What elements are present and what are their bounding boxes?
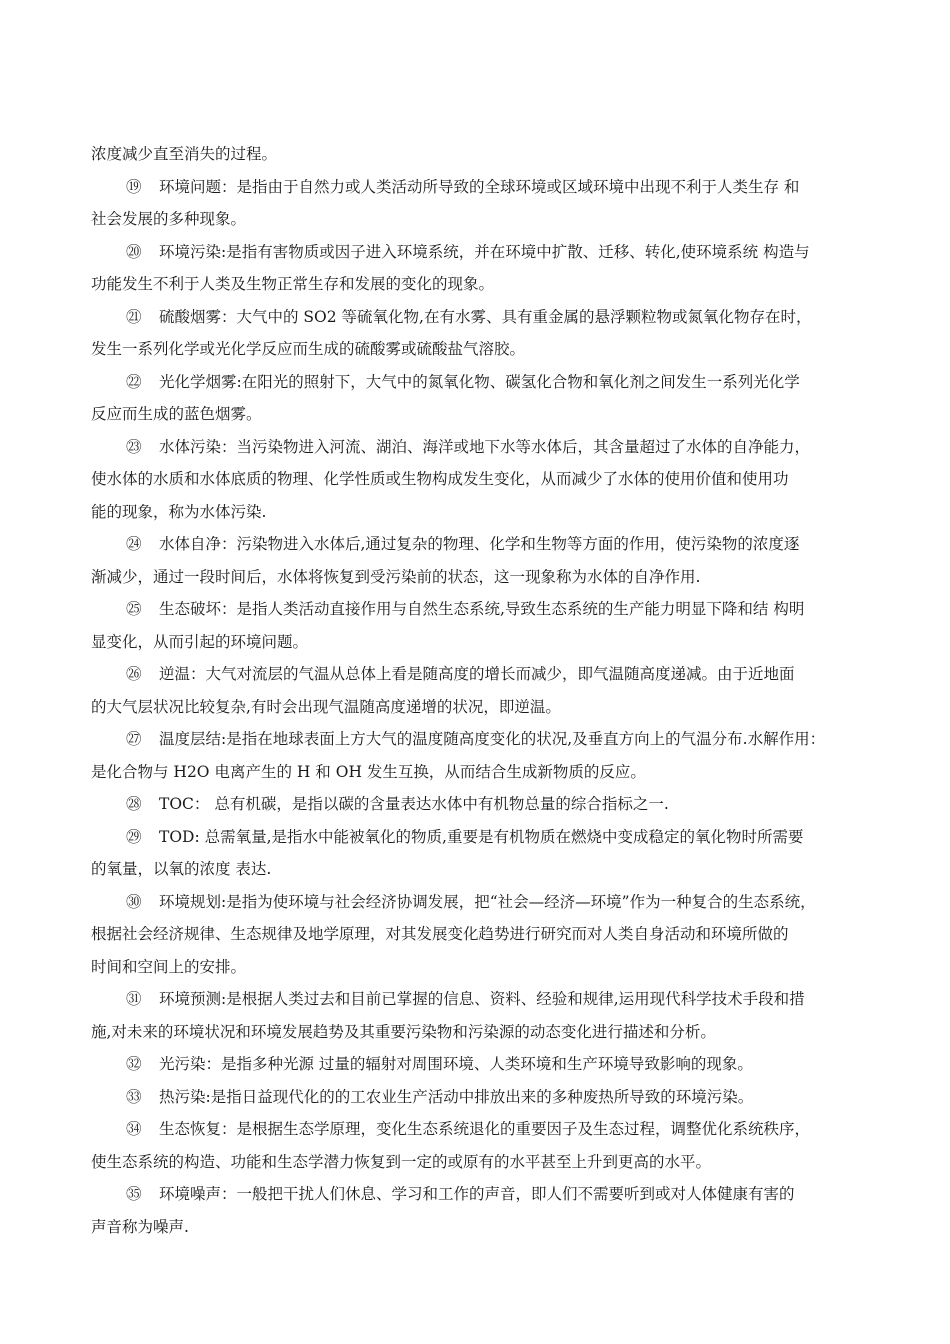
line-text: 水体污染：当污染物进入河流、湖泊、海洋或地下水等水体后，其含量超过了水体的自净能力，: [159, 437, 811, 456]
definition-first-line: [91, 171, 863, 204]
line-text: 环境噪声：一般把干扰人们休息、学习和工作的声音，即人们不需要听到或对人体健康有害的: [159, 1185, 795, 1203]
definition-first-line: [91, 1113, 863, 1146]
definition-item: [91, 431, 863, 529]
item-number: ㉝: [126, 1087, 142, 1106]
definition-item: [91, 821, 863, 886]
line-text: 硫酸烟雾：大气中的 SO2 等硫氧化物,在有水雾、具有重金属的悬浮颗粒物或氮氧化物存在时，: [159, 307, 812, 326]
definition-first-line: [91, 1081, 863, 1114]
definition-line: [91, 756, 863, 789]
definition-first-line: [91, 1178, 863, 1211]
document-body: [91, 138, 863, 1243]
item-number: ㉚: [126, 892, 142, 911]
definition-item: [91, 528, 863, 593]
line-text: 温度层结:是指在地球表面上方大气的温度随高度变化的状况,及垂直方向上的气温分布.水解作用：: [159, 730, 826, 748]
definition-line: [91, 951, 863, 984]
definition-line: [91, 918, 863, 951]
definition-first-line: [91, 528, 863, 561]
definition-first-line: [91, 658, 863, 691]
line-text: 根据社会经济规律、生态规律及地学原理，对其发展变化趋势进行研究而对人类自身活动和环境所做的: [91, 925, 789, 943]
line-text: 逆温：大气对流层的气温从总体上看是随高度的增长而减少，即气温随高度递减。由于近地面: [159, 665, 795, 683]
line-text: 光污染：是指多种光源 过量的辐射对周围环境、人类环境和生产环境导致影响的现象。: [159, 1055, 753, 1073]
definition-item: [91, 593, 863, 658]
item-number: ㉖: [126, 665, 142, 683]
line-text: 的大气层状况比较复杂,有时会出现气温随高度递增的状况，即逆温。: [91, 697, 561, 716]
definition-first-line: [91, 366, 863, 399]
definition-line: [91, 561, 863, 594]
line-text: 能的现象，称为水体污染.: [91, 502, 267, 521]
item-number: ㉜: [126, 1055, 142, 1073]
line-text: 热污染:是指日益现代化的的工农业生产活动中排放出来的多种废热所导致的环境污染。: [159, 1087, 754, 1106]
line-text: 的氧量，以氧的浓度 表达.: [91, 860, 272, 878]
definition-item: [91, 788, 863, 821]
item-number: ㉛: [126, 990, 142, 1008]
line-text: 发生一系列化学或光化学反应而生成的硫酸雾或硫酸盐气溶胶。: [91, 340, 526, 358]
line-text: 生态破坏：是指人类活动直接作用与自然生态系统,导致生态系统的生产能力明显下降和结 构明: [159, 600, 805, 618]
definition-item: [91, 658, 863, 723]
line-text: 功能发生不利于人类及生物正常生存和发展的变化的现象。: [91, 275, 495, 293]
definition-first-line: [91, 301, 863, 334]
item-number: ㉟: [126, 1185, 142, 1203]
definition-item: [91, 301, 863, 366]
line-text: 时间和空间上的安排。: [91, 957, 247, 976]
definition-line: [91, 268, 863, 301]
item-number: ㉔: [126, 535, 142, 553]
definition-item: [91, 1113, 863, 1178]
definition-item: [91, 236, 863, 301]
item-number: ㉕: [126, 600, 142, 618]
definition-first-line: [91, 821, 863, 854]
definition-line: [91, 1211, 863, 1244]
definition-item: [91, 1178, 863, 1243]
line-text: 环境问题：是指由于自然力或人类活动所导致的全球环境或区域环境中出现不利于人类生存 和: [159, 177, 800, 196]
line-text: 环境预测:是根据人类过去和目前已掌握的信息、资料、经验和规律,运用现代科学技术手段和措: [159, 990, 805, 1008]
definition-line: [91, 496, 863, 529]
line-text: 显变化，从而引起的环境问题。: [91, 632, 309, 651]
item-number: ㉘: [126, 795, 142, 813]
definition-item: [91, 723, 863, 788]
line-text: 施,对未来的环境状况和环境发展趋势及其重要污染物和污染源的动态变化进行描述和分析。: [91, 1022, 716, 1041]
line-text: 社会发展的多种现象。: [91, 210, 247, 228]
definition-first-line: [91, 1048, 863, 1081]
item-number: ㉞: [126, 1120, 142, 1138]
item-number: ⑲: [126, 177, 142, 196]
line-text: 使生态系统的构造、功能和生态学潜力恢复到一定的或原有的水平甚至上升到更高的水平。: [91, 1152, 712, 1171]
item-number: ㉓: [126, 437, 142, 456]
definition-first-line: [91, 983, 863, 1016]
line-text: 声音称为噪声.: [91, 1217, 189, 1236]
definition-line: [91, 398, 863, 431]
definition-first-line: [91, 593, 863, 626]
definition-item: [91, 1048, 863, 1081]
definition-item: [91, 366, 863, 431]
line-text: 光化学烟雾:在阳光的照射下，大气中的氮氧化物、碳氢化合物和氧化剂之间发生一系列光化学: [159, 372, 800, 391]
definition-first-line: [91, 788, 863, 821]
definition-first-line: [91, 236, 863, 269]
definition-item: [91, 171, 863, 236]
line-text: 环境规划:是指为使环境与社会经济协调发展，把“社会—经济—环境”作为一种复合的生态系统，: [159, 892, 816, 911]
line-text: 渐减少，通过一段时间后，水体将恢复到受污染前的状态，这一现象称为水体的自净作用.: [91, 567, 701, 586]
item-number: ㉒: [126, 372, 142, 391]
line-text: 反应而生成的蓝色烟雾。: [91, 405, 262, 423]
definition-first-line: [91, 723, 863, 756]
line-text: TOC： 总有机碳，是指以碳的含量表达水体中有机物总量的综合指标之一.: [159, 795, 669, 813]
item-number: ⑳: [126, 242, 142, 261]
line-text: 是化合物与 H2O 电离产生的 H 和 OH 发生互换，从而结合生成新物质的反应。: [91, 762, 646, 781]
definition-item: [91, 983, 863, 1048]
lead-text: 浓度减少直至消失的过程。: [91, 145, 278, 163]
item-number: ㉑: [126, 307, 142, 326]
definition-first-line: [91, 431, 863, 464]
line-text: 水体自净：污染物进入水体后,通过复杂的物理、化学和生物等方面的作用，使污染物的浓度逐: [159, 535, 800, 553]
definition-line: [91, 333, 863, 366]
definition-line: [91, 203, 863, 236]
definition-line: [91, 691, 863, 724]
definition-item: [91, 1081, 863, 1114]
line-text: 生态恢复：是根据生态学原理，变化生态系统退化的重要因子及生态过程，调整优化系统秩序，: [159, 1120, 811, 1138]
item-number: ㉗: [126, 730, 142, 748]
definition-item: [91, 886, 863, 984]
definition-line: [91, 1016, 863, 1049]
line-text: 使水体的水质和水体底质的物理、化学性质或生物构成发生变化，从而减少了水体的使用价值和使用功: [91, 470, 789, 488]
definition-line: [91, 853, 863, 886]
definition-line: [91, 626, 863, 659]
line-text: TOD: 总需氧量,是指水中能被氧化的物质,重要是有机物质在燃烧中变成稳定的氧化物时所需要: [159, 827, 804, 846]
definition-line: [91, 463, 863, 496]
definition-first-line: [91, 886, 863, 919]
definition-line: [91, 1146, 863, 1179]
item-number: ㉙: [126, 827, 142, 846]
line-text: 环境污染:是指有害物质或因子进入环境系统，并在环境中扩散、迁移、转化,使环境系统 构造与: [159, 242, 810, 261]
